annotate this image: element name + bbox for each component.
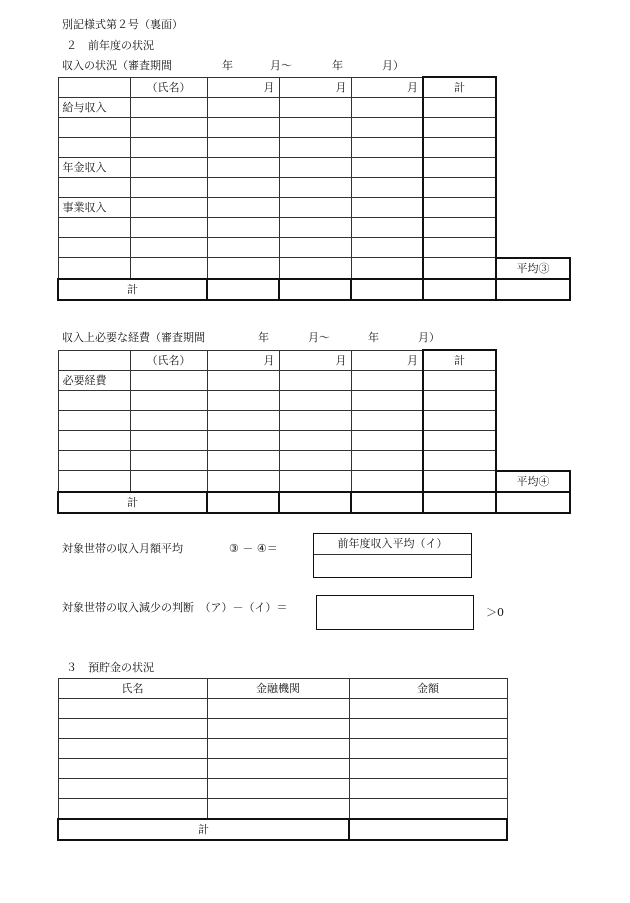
savings-cell[interactable] xyxy=(58,799,207,820)
income-row-pension: 年金収入 xyxy=(58,158,130,178)
income-col-month-1: 月 xyxy=(207,77,279,98)
expenses-cell[interactable] xyxy=(58,391,130,411)
savings-cell[interactable] xyxy=(207,759,349,779)
income-cell[interactable] xyxy=(279,138,351,158)
income-cell[interactable] xyxy=(207,178,279,198)
income-period-year2: 年 xyxy=(332,59,343,72)
income-cell[interactable] xyxy=(58,178,130,198)
savings-col-amount: 金額 xyxy=(349,679,507,699)
savings-cell[interactable] xyxy=(349,699,507,719)
expenses-cell[interactable] xyxy=(207,451,279,471)
expenses-cell[interactable] xyxy=(279,431,351,451)
income-cell[interactable] xyxy=(58,118,130,138)
income-sum-cell[interactable] xyxy=(279,279,351,300)
income-col-name: （氏名） xyxy=(130,77,207,98)
expenses-cell[interactable] xyxy=(351,471,423,492)
expenses-cell[interactable] xyxy=(279,391,351,411)
income-cell[interactable] xyxy=(58,238,130,258)
expenses-col-month-3: 月 xyxy=(351,350,423,371)
savings-table xyxy=(57,678,508,841)
expenses-cell[interactable] xyxy=(207,391,279,411)
income-cell[interactable] xyxy=(279,158,351,178)
income-table xyxy=(57,76,571,301)
expenses-cell[interactable] xyxy=(279,471,351,492)
savings-cell[interactable] xyxy=(207,779,349,799)
savings-cell[interactable] xyxy=(58,719,207,739)
savings-cell[interactable] xyxy=(349,759,507,779)
prev-avg-value[interactable] xyxy=(314,555,471,577)
savings-cell[interactable] xyxy=(58,759,207,779)
savings-cell[interactable] xyxy=(58,779,207,799)
income-cell[interactable] xyxy=(207,118,279,138)
income-cell[interactable] xyxy=(351,198,423,218)
income-col-month-2: 月 xyxy=(279,77,351,98)
income-period-month2: 月） xyxy=(382,59,404,72)
income-title: 収入の状況（審査期間 xyxy=(62,59,172,72)
income-cell[interactable] xyxy=(279,238,351,258)
income-avg-label: 平均③ xyxy=(496,258,570,279)
savings-col-bank: 金融機関 xyxy=(207,679,349,699)
expenses-total-cell[interactable] xyxy=(423,411,496,431)
income-cell[interactable] xyxy=(130,218,207,238)
expenses-title: 収入上必要な経費（審査期間 xyxy=(62,331,205,344)
income-cell[interactable] xyxy=(351,98,423,118)
income-grand-total[interactable] xyxy=(423,279,496,300)
expenses-total-cell[interactable] xyxy=(423,371,496,391)
expenses-sum-cell[interactable] xyxy=(351,492,423,513)
income-cell[interactable] xyxy=(351,138,423,158)
expenses-total-cell[interactable] xyxy=(423,471,496,492)
income-total-cell[interactable] xyxy=(423,158,496,178)
income-cell[interactable] xyxy=(130,118,207,138)
expenses-cell[interactable] xyxy=(130,431,207,451)
expenses-cell[interactable] xyxy=(279,411,351,431)
expenses-cell[interactable] xyxy=(351,451,423,471)
expenses-cell[interactable] xyxy=(130,451,207,471)
income-avg-value[interactable] xyxy=(496,279,570,300)
expenses-period-year2: 年 xyxy=(368,331,379,344)
expenses-sum-cell[interactable] xyxy=(279,492,351,513)
income-total-cell[interactable] xyxy=(423,138,496,158)
expenses-total-cell[interactable] xyxy=(423,391,496,411)
income-row-salary: 給与収入 xyxy=(58,98,130,118)
savings-cell[interactable] xyxy=(58,739,207,759)
expenses-cell[interactable] xyxy=(130,371,207,391)
savings-cell[interactable] xyxy=(207,799,349,820)
income-sum-cell[interactable] xyxy=(207,279,279,300)
income-period-month1: 月～ xyxy=(270,59,292,72)
form-id: 別記様式第２号（裏面） xyxy=(62,18,183,31)
prev-avg-box xyxy=(313,533,472,578)
income-total-cell[interactable] xyxy=(423,118,496,138)
expenses-total-cell[interactable] xyxy=(423,431,496,451)
income-total-cell[interactable] xyxy=(423,238,496,258)
expenses-avg-label: 平均④ xyxy=(496,471,570,492)
income-cell[interactable] xyxy=(58,218,130,238)
savings-col-name: 氏名 xyxy=(58,679,207,699)
income-cell[interactable] xyxy=(130,258,207,279)
expenses-period-year1: 年 xyxy=(258,331,269,344)
expenses-cell[interactable] xyxy=(351,431,423,451)
savings-cell[interactable] xyxy=(349,739,507,759)
income-cell[interactable] xyxy=(130,158,207,178)
income-col-total: 計 xyxy=(423,77,496,98)
income-cell[interactable] xyxy=(351,218,423,238)
income-cell[interactable] xyxy=(207,198,279,218)
income-cell[interactable] xyxy=(207,138,279,158)
expenses-cell[interactable] xyxy=(130,411,207,431)
savings-cell[interactable] xyxy=(207,699,349,719)
income-cell[interactable] xyxy=(130,138,207,158)
expenses-col-month-2: 月 xyxy=(279,350,351,371)
income-cell[interactable] xyxy=(130,178,207,198)
section2-heading: ２ 前年度の状況 xyxy=(66,39,154,52)
prev-avg-label: 前年度収入平均（イ） xyxy=(314,534,471,555)
expenses-cell[interactable] xyxy=(351,371,423,391)
income-cell[interactable] xyxy=(130,198,207,218)
expenses-period-month1: 月～ xyxy=(308,331,330,344)
expenses-period-month2: 月） xyxy=(418,331,440,344)
income-col-month-3: 月 xyxy=(351,77,423,98)
income-cell[interactable] xyxy=(58,258,130,279)
expenses-cell[interactable] xyxy=(58,471,130,492)
savings-cell[interactable] xyxy=(58,699,207,719)
income-cell[interactable] xyxy=(351,158,423,178)
expenses-cell[interactable] xyxy=(58,451,130,471)
expenses-cell[interactable] xyxy=(207,371,279,391)
income-total-label: 計 xyxy=(58,279,207,300)
expenses-cell[interactable] xyxy=(351,411,423,431)
income-cell[interactable] xyxy=(207,258,279,279)
expenses-row-required: 必要経費 xyxy=(58,371,130,391)
savings-cell[interactable] xyxy=(207,719,349,739)
expenses-cell[interactable] xyxy=(207,471,279,492)
income-total-cell[interactable] xyxy=(423,98,496,118)
section3-heading: ３ 預貯金の状況 xyxy=(66,661,154,674)
savings-cell[interactable] xyxy=(349,719,507,739)
income-cell[interactable] xyxy=(351,258,423,279)
income-cell[interactable] xyxy=(279,178,351,198)
income-row-business: 事業収入 xyxy=(58,198,130,218)
income-cell[interactable] xyxy=(130,98,207,118)
income-cell[interactable] xyxy=(207,218,279,238)
savings-total-value[interactable] xyxy=(349,819,507,840)
expenses-cell[interactable] xyxy=(58,431,130,451)
expenses-cell[interactable] xyxy=(130,391,207,411)
expenses-total-cell[interactable] xyxy=(423,451,496,471)
income-cell[interactable] xyxy=(351,238,423,258)
expenses-grand-total[interactable] xyxy=(423,492,496,513)
expenses-cell[interactable] xyxy=(279,371,351,391)
income-total-cell[interactable] xyxy=(423,198,496,218)
decrease-label: 対象世帯の収入減少の判断 （ア）－（イ）＝ xyxy=(62,601,288,614)
income-cell[interactable] xyxy=(279,218,351,238)
income-cell[interactable] xyxy=(207,238,279,258)
income-total-cell[interactable] xyxy=(423,218,496,238)
decrease-value-box[interactable] xyxy=(316,595,474,630)
income-cell[interactable] xyxy=(207,158,279,178)
income-sum-cell[interactable] xyxy=(351,279,423,300)
gt-zero: ＞0 xyxy=(486,606,504,619)
expenses-cell[interactable] xyxy=(130,471,207,492)
expenses-cell[interactable] xyxy=(207,411,279,431)
income-cell[interactable] xyxy=(130,238,207,258)
savings-cell[interactable] xyxy=(349,799,507,820)
savings-cell[interactable] xyxy=(207,739,349,759)
income-cell[interactable] xyxy=(351,178,423,198)
income-cell[interactable] xyxy=(279,118,351,138)
income-cell[interactable] xyxy=(279,258,351,279)
expenses-total-label: 計 xyxy=(58,492,207,513)
monthly-avg-label: 対象世帯の収入月額平均 xyxy=(62,542,183,555)
expenses-col-month-1: 月 xyxy=(207,350,279,371)
expenses-cell[interactable] xyxy=(207,431,279,451)
income-cell[interactable] xyxy=(351,118,423,138)
expenses-cell[interactable] xyxy=(279,451,351,471)
expenses-sum-cell[interactable] xyxy=(207,492,279,513)
avg-formula: ③ － ④＝ xyxy=(229,542,278,555)
savings-total-label: 計 xyxy=(58,819,349,840)
income-period-year1: 年 xyxy=(222,59,233,72)
expenses-avg-value[interactable] xyxy=(496,492,570,513)
expenses-col-total: 計 xyxy=(423,350,496,371)
income-cell[interactable] xyxy=(58,138,130,158)
income-cell[interactable] xyxy=(207,98,279,118)
income-cell[interactable] xyxy=(279,98,351,118)
income-total-cell[interactable] xyxy=(423,178,496,198)
income-total-cell[interactable] xyxy=(423,258,496,279)
expenses-col-name: （氏名） xyxy=(130,350,207,371)
income-cell[interactable] xyxy=(279,198,351,218)
expenses-cell[interactable] xyxy=(351,391,423,411)
savings-cell[interactable] xyxy=(349,779,507,799)
expenses-table xyxy=(57,349,571,514)
expenses-cell[interactable] xyxy=(58,411,130,431)
